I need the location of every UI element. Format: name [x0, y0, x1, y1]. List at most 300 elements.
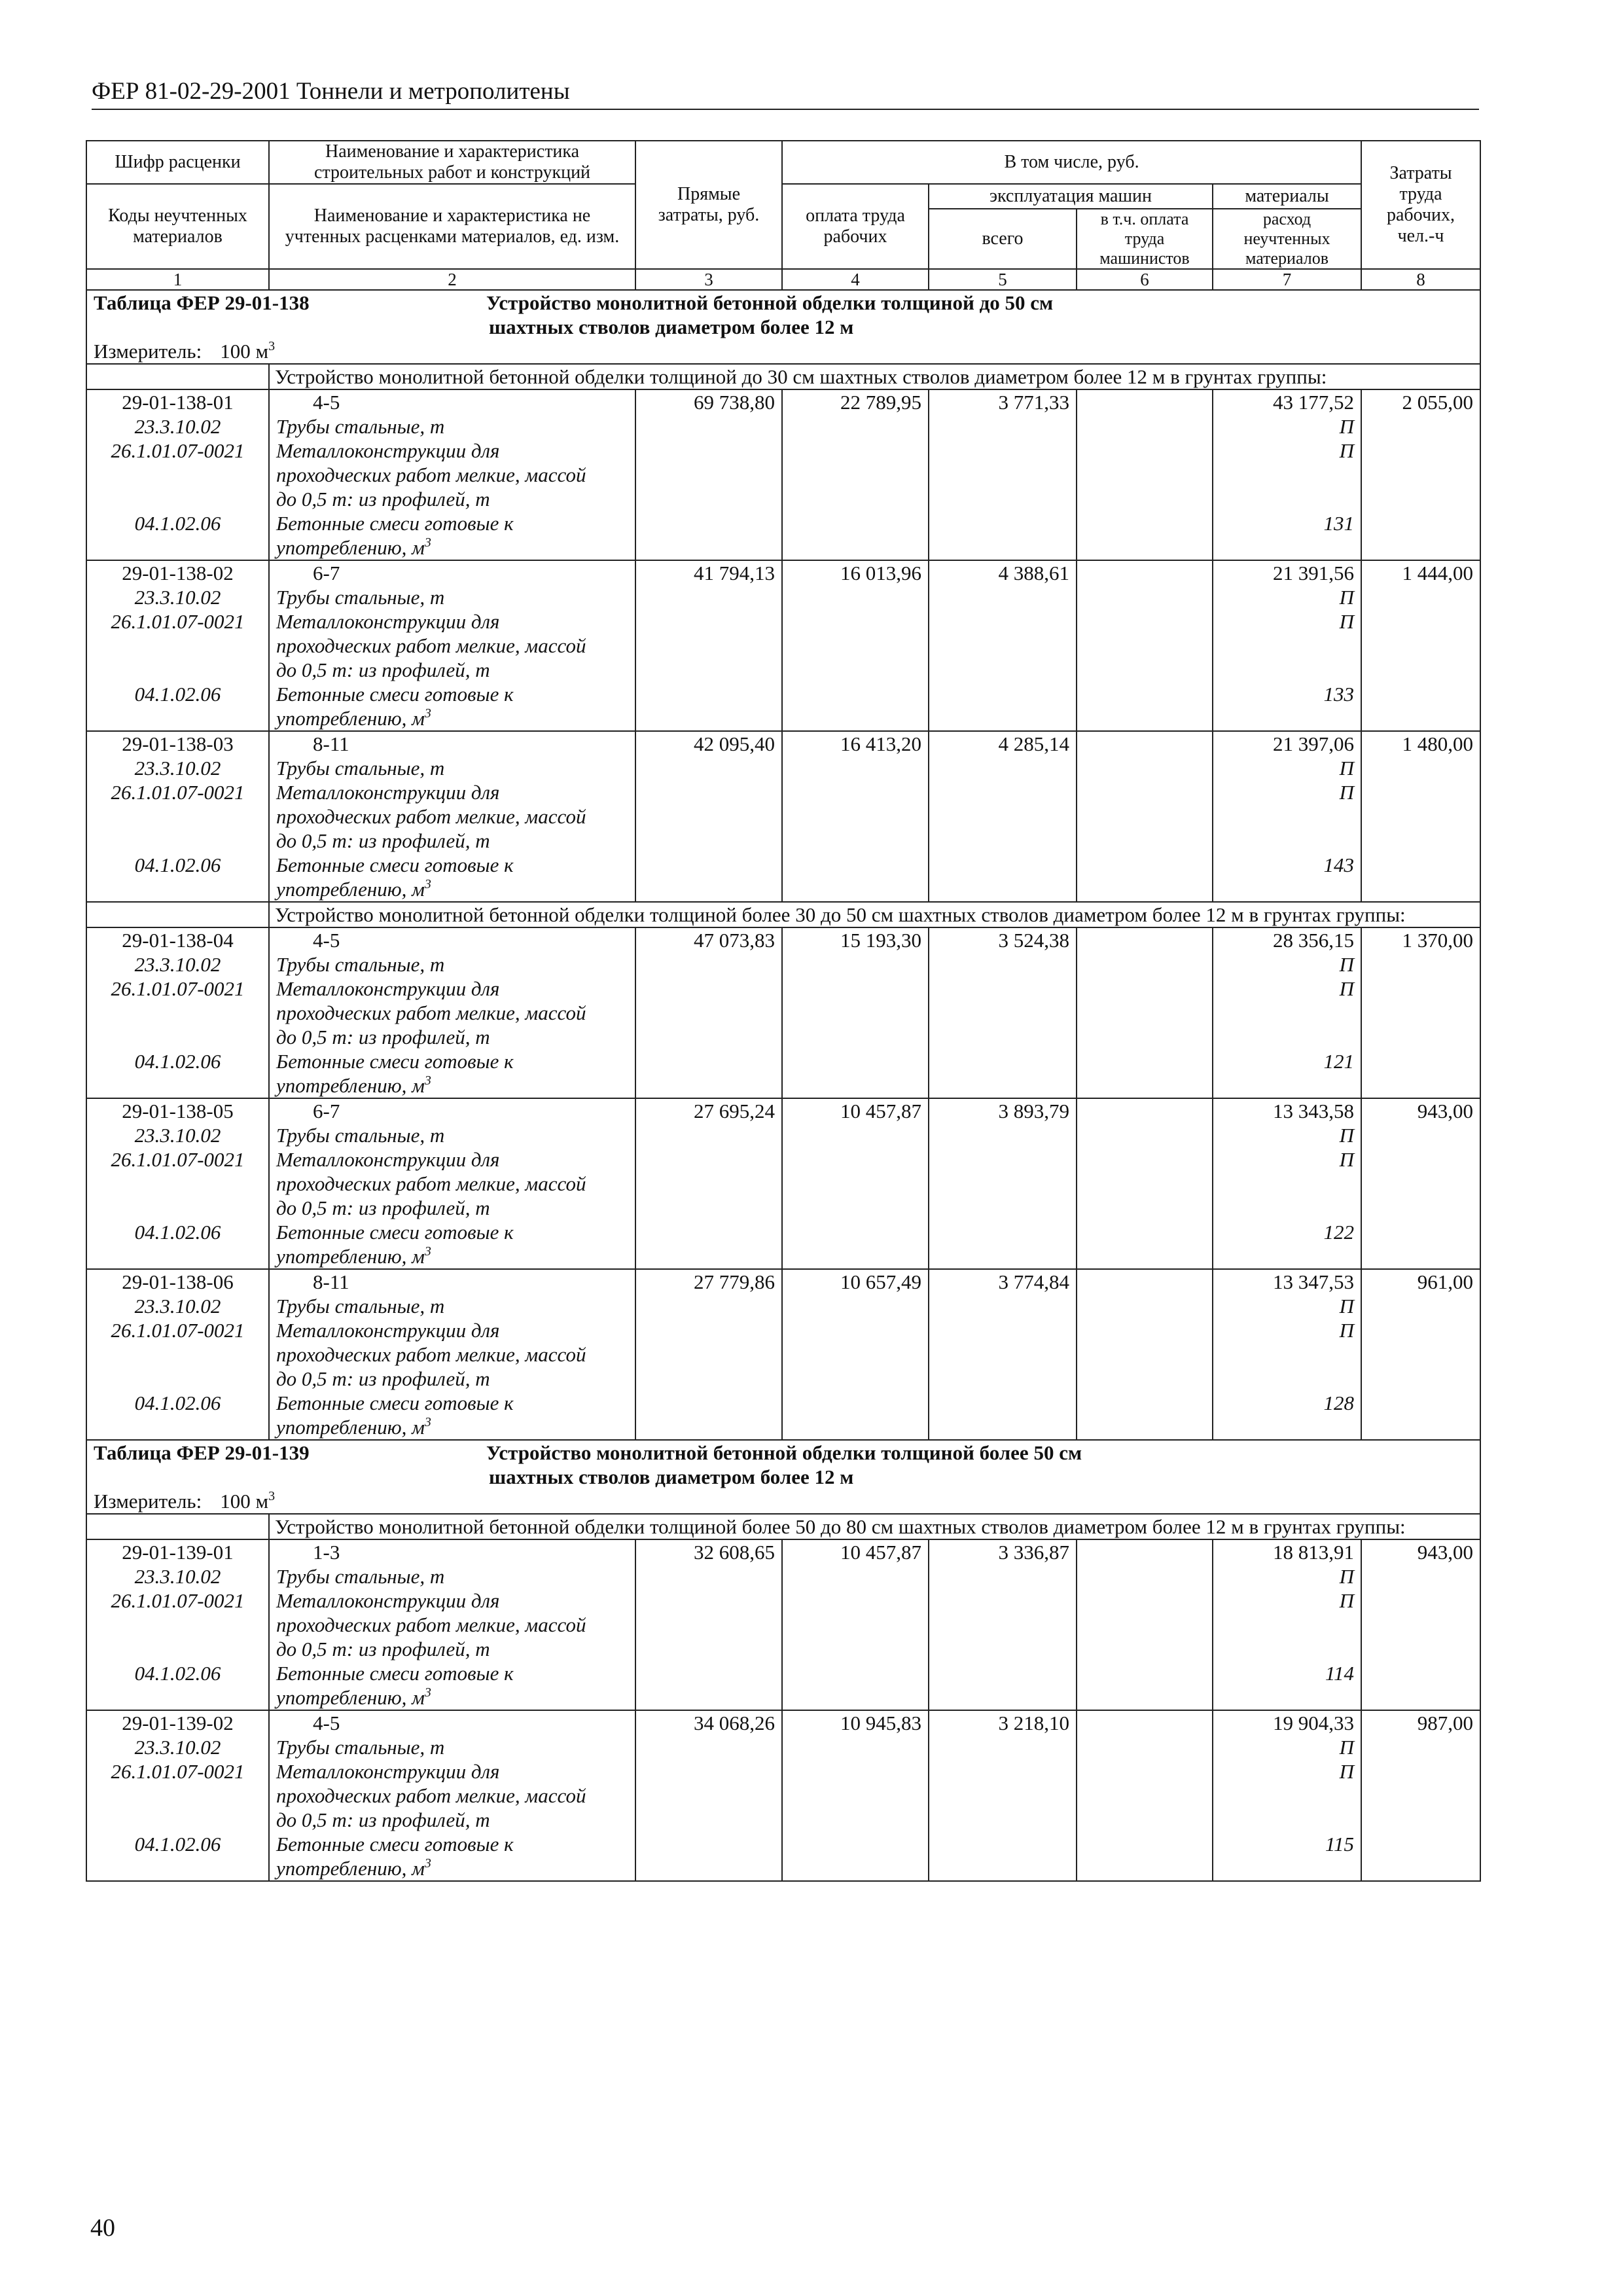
col-num: 3 [635, 269, 782, 290]
blank-line [94, 1001, 262, 1025]
blank-line [94, 1172, 262, 1196]
labor-hours-value: 987,00 [1417, 1712, 1474, 1734]
measure-label: Измеритель: [94, 1490, 202, 1513]
materials-cost: 21 391,56 [1273, 562, 1355, 584]
material-name: Бетонные смеси готовые к [276, 683, 514, 706]
material-name: употреблению, м [276, 536, 425, 559]
soil-group: 6-7 [313, 1100, 340, 1122]
soil-group: 1-3 [313, 1541, 340, 1564]
header-machines-total: всего [929, 209, 1077, 269]
material-code: 04.1.02.06 [134, 1050, 221, 1073]
materials-cell [1213, 1098, 1361, 1269]
material-name: проходческих работ мелкие, массой [276, 463, 586, 486]
machinist-pay [1077, 389, 1213, 560]
blank-line [94, 1244, 262, 1268]
material-name: употреблению, м [276, 1245, 425, 1268]
direct-costs [635, 1539, 782, 1710]
direct-costs-value: 27 695,24 [694, 1100, 775, 1122]
material-code: 23.3.10.02 [134, 1565, 221, 1588]
direct-costs [635, 927, 782, 1098]
machinist-pay-value [1084, 561, 1205, 585]
material-name: проходческих работ мелкие, массой [276, 1172, 586, 1195]
material-code: 26.1.01.07-0021 [111, 1319, 245, 1342]
direct-costs-value: 69 738,80 [694, 391, 775, 414]
rate-code-cell [86, 731, 269, 902]
materials-cost: 21 397,06 [1273, 732, 1355, 755]
col-num: 1 [86, 269, 269, 290]
machines-total [929, 1539, 1077, 1710]
blank-line [1220, 1784, 1354, 1808]
col-num: 2 [269, 269, 635, 290]
material-name: Металлоконструкции для [276, 1319, 500, 1342]
work-name-cell [269, 1269, 635, 1440]
blank-line [1220, 1244, 1354, 1268]
labor-hours [1361, 1539, 1480, 1710]
blank-line [94, 1025, 262, 1049]
machinist-pay-value [1084, 1270, 1205, 1294]
rate-code-cell [86, 1539, 269, 1710]
material-name-line [276, 1685, 628, 1710]
concrete-qty: 131 [1323, 512, 1355, 535]
material-name: Металлоконструкции для [276, 610, 500, 633]
rate-code-cell [86, 927, 269, 1098]
work-name-cell [269, 927, 635, 1098]
header-machines: эксплуатация машин [929, 184, 1213, 209]
blank-line [94, 463, 262, 487]
concrete-qty: 114 [1325, 1662, 1355, 1685]
material-qty-mark: П [1339, 439, 1355, 462]
materials-cell [1213, 389, 1361, 560]
table-code: Таблица ФЕР 29-01-138 [94, 291, 310, 314]
header-worker-pay: оплата труда рабочих [782, 184, 929, 269]
header-labor-hours: Затраты труда рабочих, чел.-ч [1361, 141, 1480, 269]
worker-pay [782, 927, 929, 1098]
worker-pay-value: 10 657,49 [840, 1270, 921, 1293]
blank-line [94, 877, 262, 901]
material-name-line [276, 535, 628, 560]
material-name: проходческих работ мелкие, массой [276, 1784, 586, 1807]
material-qty-mark: П [1339, 757, 1355, 780]
machinist-pay [1077, 927, 1213, 1098]
soil-group: 6-7 [313, 562, 340, 584]
blank-line [94, 804, 262, 829]
material-qty-mark: П [1339, 610, 1355, 633]
blank-line [1220, 1342, 1354, 1367]
rate-code: 29-01-139-01 [122, 1541, 234, 1564]
machines-total [929, 1098, 1077, 1269]
group-heading-row [86, 1514, 1480, 1539]
measure-cell [86, 339, 1480, 364]
work-name-cell [269, 1710, 635, 1881]
material-code: 23.3.10.02 [134, 953, 221, 976]
concrete-qty: 121 [1323, 1050, 1355, 1073]
table-row [86, 560, 1480, 731]
material-name: Трубы стальные, т [276, 586, 445, 609]
rate-code-cell [86, 1269, 269, 1440]
material-name: до 0,5 т: из профилей, т [276, 829, 490, 852]
group-heading: Устройство монолитной бетонной обделки толщиной более 30 до 50 см шахтных стволов диаметром более 12 м в грунтах группы: [269, 902, 1480, 927]
material-code: 26.1.01.07-0021 [111, 1760, 245, 1783]
table-title-cell [86, 1440, 1480, 1489]
col-num: 5 [929, 269, 1077, 290]
machines-total-value: 3 893,79 [998, 1100, 1069, 1122]
labor-hours [1361, 927, 1480, 1098]
header-machinist-pay: в т.ч. оплата труда машинистов [1077, 209, 1213, 269]
direct-costs-value: 34 068,26 [694, 1712, 775, 1734]
materials-cell [1213, 731, 1361, 902]
material-name-line [276, 1244, 628, 1268]
direct-costs [635, 1098, 782, 1269]
machinist-pay [1077, 731, 1213, 902]
material-code: 26.1.01.07-0021 [111, 439, 245, 462]
blank-line [1220, 1367, 1354, 1391]
header-material-names: Наименование и характеристика не учтенных расценками материалов, ед. изм. [269, 184, 635, 269]
header-rate-code: Шифр расценки [86, 141, 269, 184]
work-name-cell [269, 1539, 635, 1710]
blank-line [1220, 877, 1354, 901]
worker-pay-value: 10 457,87 [840, 1541, 921, 1564]
unit-exponent: 3 [424, 1073, 431, 1088]
worker-pay [782, 560, 929, 731]
material-code: 26.1.01.07-0021 [111, 1589, 245, 1612]
work-name-cell [269, 560, 635, 731]
machines-total-value: 4 285,14 [998, 732, 1069, 755]
blank-line [1220, 829, 1354, 853]
table-title-text: шахтных стволов диаметром более 12 м [489, 315, 854, 338]
measure-cell [86, 1489, 1480, 1514]
material-code: 23.3.10.02 [134, 757, 221, 780]
materials-cost: 13 347,53 [1273, 1270, 1355, 1293]
labor-hours [1361, 1269, 1480, 1440]
header-material-codes: Коды неучтенных материалов [86, 184, 269, 269]
blank-line [94, 634, 262, 658]
material-code: 04.1.02.06 [134, 1391, 221, 1414]
blank-line [94, 1415, 262, 1439]
material-name: проходческих работ мелкие, массой [276, 805, 586, 828]
rate-code-cell [86, 1710, 269, 1881]
labor-hours-value: 1 370,00 [1402, 929, 1474, 952]
machines-total [929, 560, 1077, 731]
material-code: 23.3.10.02 [134, 1295, 221, 1318]
direct-costs-value: 32 608,65 [694, 1541, 775, 1564]
blank-line [1220, 1613, 1354, 1637]
material-code: 23.3.10.02 [134, 586, 221, 609]
material-name: проходческих работ мелкие, массой [276, 1343, 586, 1366]
material-name: Металлоконструкции для [276, 781, 500, 804]
materials-cost: 19 904,33 [1273, 1712, 1355, 1734]
col-num: 6 [1077, 269, 1213, 290]
col-num: 8 [1361, 269, 1480, 290]
worker-pay-value: 22 789,95 [840, 391, 921, 414]
materials-cell [1213, 560, 1361, 731]
measure-label: Измеритель: [94, 340, 202, 363]
table-title-text: шахтных стволов диаметром более 12 м [489, 1465, 854, 1488]
unit-exponent: 3 [424, 877, 431, 891]
rates-table [86, 140, 1481, 1882]
machinist-pay [1077, 1539, 1213, 1710]
table-title-row [86, 1440, 1480, 1489]
soil-group: 4-5 [313, 1712, 340, 1734]
material-name: проходческих работ мелкие, массой [276, 634, 586, 657]
unit-exponent: 3 [424, 1415, 431, 1429]
rate-code: 29-01-138-02 [122, 562, 234, 584]
material-code: 04.1.02.06 [134, 853, 221, 876]
blank-line [94, 829, 262, 853]
empty-cell [86, 364, 269, 389]
material-name: Трубы стальные, т [276, 415, 445, 438]
material-code: 26.1.01.07-0021 [111, 1148, 245, 1171]
blank-line [1220, 658, 1354, 682]
empty-cell [86, 1514, 269, 1539]
material-name: до 0,5 т: из профилей, т [276, 1367, 490, 1390]
blank-line [94, 1856, 262, 1880]
table-row [86, 1269, 1480, 1440]
material-qty-mark: П [1339, 1124, 1355, 1147]
group-heading: Устройство монолитной бетонной обделки толщиной более 50 до 80 см шахтных стволов диаметром более 12 м в грунтах группы: [269, 1514, 1480, 1539]
machinist-pay-value [1084, 1099, 1205, 1123]
machines-total-value: 3 336,87 [998, 1541, 1069, 1564]
machines-total-value: 4 388,61 [998, 562, 1069, 584]
material-name-line [276, 1073, 628, 1098]
unit-exponent: 3 [424, 535, 431, 550]
material-code: 26.1.01.07-0021 [111, 610, 245, 633]
material-qty-mark: П [1339, 953, 1355, 976]
rate-code: 29-01-138-05 [122, 1100, 234, 1122]
labor-hours-value: 943,00 [1417, 1541, 1474, 1564]
material-qty-mark: П [1339, 586, 1355, 609]
table-body [86, 290, 1480, 1881]
machinist-pay-value [1084, 1711, 1205, 1735]
machines-total [929, 1710, 1077, 1881]
direct-costs-value: 41 794,13 [694, 562, 775, 584]
machines-total [929, 389, 1077, 560]
materials-cost: 43 177,52 [1273, 391, 1355, 414]
table-row [86, 927, 1480, 1098]
measure-value: 100 м [220, 1490, 269, 1513]
material-name: Металлоконструкции для [276, 1589, 500, 1612]
blank-line [1220, 487, 1354, 511]
header-unaccounted-materials: расход неучтенных материалов [1213, 209, 1361, 269]
blank-line [94, 535, 262, 560]
material-name: проходческих работ мелкие, массой [276, 1613, 586, 1636]
rate-code: 29-01-138-01 [122, 391, 234, 414]
concrete-qty: 122 [1323, 1221, 1355, 1244]
worker-pay-value: 16 013,96 [840, 562, 921, 584]
measure-exponent: 3 [268, 339, 276, 353]
material-name-line [276, 877, 628, 901]
material-name-line [276, 1415, 628, 1439]
machines-total-value: 3 524,38 [998, 929, 1069, 952]
worker-pay [782, 389, 929, 560]
measure-row [86, 339, 1480, 364]
material-name: до 0,5 т: из профилей, т [276, 1638, 490, 1660]
blank-line [94, 1637, 262, 1661]
material-name: Бетонные смеси готовые к [276, 1391, 514, 1414]
material-name: Трубы стальные, т [276, 953, 445, 976]
group-heading-row [86, 364, 1480, 389]
material-qty-mark: П [1339, 1589, 1355, 1612]
header-including: В том числе, руб. [782, 141, 1361, 184]
material-code: 23.3.10.02 [134, 1124, 221, 1147]
machines-total [929, 927, 1077, 1098]
blank-line [94, 487, 262, 511]
labor-hours-value: 1 480,00 [1402, 732, 1474, 755]
concrete-qty: 143 [1323, 853, 1355, 876]
group-heading-row [86, 902, 1480, 927]
empty-cell [86, 902, 269, 927]
table-title-cell [86, 290, 1480, 339]
rate-code-cell [86, 560, 269, 731]
labor-hours-value: 943,00 [1417, 1100, 1474, 1122]
machinist-pay [1077, 1269, 1213, 1440]
direct-costs [635, 731, 782, 902]
blank-line [1220, 463, 1354, 487]
material-name: употреблению, м [276, 1857, 425, 1880]
material-qty-mark: П [1339, 1148, 1355, 1171]
machinist-pay-value [1084, 928, 1205, 952]
col-num: 7 [1213, 269, 1361, 290]
blank-line [1220, 1172, 1354, 1196]
blank-line [94, 1613, 262, 1637]
soil-group: 8-11 [313, 732, 349, 755]
concrete-qty: 133 [1323, 683, 1355, 706]
measure-value: 100 м [220, 340, 269, 363]
running-head: ФЕР 81-02-29-2001 Тоннели и метрополитены [92, 78, 570, 105]
machines-total [929, 731, 1077, 902]
blank-line [94, 1073, 262, 1098]
labor-hours-value: 2 055,00 [1402, 391, 1474, 414]
work-name-cell [269, 1098, 635, 1269]
material-name: Бетонные смеси готовые к [276, 1050, 514, 1073]
blank-line [94, 1685, 262, 1710]
material-name: Металлоконструкции для [276, 439, 500, 462]
unit-exponent: 3 [424, 706, 431, 721]
blank-line [1220, 1637, 1354, 1661]
material-name: Металлоконструкции для [276, 977, 500, 1000]
material-name-line [276, 706, 628, 730]
machinist-pay [1077, 1710, 1213, 1881]
machines-total [929, 1269, 1077, 1440]
material-name: до 0,5 т: из профилей, т [276, 658, 490, 681]
table-title-row [86, 290, 1480, 339]
material-name: употреблению, м [276, 1416, 425, 1439]
rate-code: 29-01-138-04 [122, 929, 234, 952]
soil-group: 8-11 [313, 1270, 349, 1293]
material-code: 26.1.01.07-0021 [111, 781, 245, 804]
blank-line [1220, 1685, 1354, 1710]
machines-total-value: 3 218,10 [998, 1712, 1069, 1734]
worker-pay [782, 1098, 929, 1269]
blank-line [94, 1342, 262, 1367]
blank-line [1220, 1808, 1354, 1832]
labor-hours [1361, 560, 1480, 731]
blank-line [94, 706, 262, 730]
blank-line [1220, 1073, 1354, 1098]
blank-line [1220, 535, 1354, 560]
material-name: Бетонные смеси готовые к [276, 853, 514, 876]
table-title-line [94, 291, 1473, 315]
rate-code-cell [86, 389, 269, 560]
material-name: употреблению, м [276, 707, 425, 730]
header-materials: материалы [1213, 184, 1361, 209]
page-number: 40 [90, 2214, 115, 2242]
labor-hours [1361, 1710, 1480, 1881]
material-qty-mark: П [1339, 1565, 1355, 1588]
material-name: до 0,5 т: из профилей, т [276, 1196, 490, 1219]
material-name: употреблению, м [276, 1686, 425, 1709]
material-qty-mark: П [1339, 977, 1355, 1000]
work-name-cell [269, 389, 635, 560]
rate-code: 29-01-139-02 [122, 1712, 234, 1734]
material-name: до 0,5 т: из профилей, т [276, 1808, 490, 1831]
col-num: 4 [782, 269, 929, 290]
material-code: 04.1.02.06 [134, 1833, 221, 1856]
worker-pay-value: 10 457,87 [840, 1100, 921, 1122]
materials-cell [1213, 927, 1361, 1098]
labor-hours [1361, 1098, 1480, 1269]
materials-cost: 18 813,91 [1273, 1541, 1355, 1564]
table-code: Таблица ФЕР 29-01-139 [94, 1441, 310, 1464]
direct-costs-value: 27 779,86 [694, 1270, 775, 1293]
blank-line [1220, 1196, 1354, 1220]
rate-code: 29-01-138-06 [122, 1270, 234, 1293]
material-name: Бетонные смеси готовые к [276, 1833, 514, 1856]
material-name: употреблению, м [276, 878, 425, 901]
material-name: Металлоконструкции для [276, 1760, 500, 1783]
material-name: Бетонные смеси готовые к [276, 1662, 514, 1685]
material-name: проходческих работ мелкие, массой [276, 1001, 586, 1024]
table-header [86, 141, 1480, 290]
table-title-line [94, 1441, 1473, 1465]
blank-line [1220, 1001, 1354, 1025]
worker-pay [782, 731, 929, 902]
unit-exponent: 3 [424, 1244, 431, 1259]
rate-code: 29-01-138-03 [122, 732, 234, 755]
blank-line [1220, 1415, 1354, 1439]
material-qty-mark: П [1339, 781, 1355, 804]
worker-pay [782, 1710, 929, 1881]
measure-exponent: 3 [268, 1489, 276, 1503]
blank-line [1220, 1025, 1354, 1049]
worker-pay-value: 15 193,30 [840, 929, 921, 952]
material-qty-mark: П [1339, 1760, 1355, 1783]
worker-pay [782, 1539, 929, 1710]
labor-hours [1361, 389, 1480, 560]
work-name-cell [269, 731, 635, 902]
machines-total-value: 3 771,33 [998, 391, 1069, 414]
machinist-pay [1077, 1098, 1213, 1269]
material-qty-mark: П [1339, 1736, 1355, 1759]
direct-costs-value: 42 095,40 [694, 732, 775, 755]
rate-code-cell [86, 1098, 269, 1269]
materials-cell [1213, 1269, 1361, 1440]
direct-costs [635, 1269, 782, 1440]
table-title-text: Устройство монолитной бетонной обделки толщиной более 50 см [486, 1441, 1082, 1464]
material-qty-mark: П [1339, 1295, 1355, 1318]
material-name: до 0,5 т: из профилей, т [276, 488, 490, 511]
material-name: Трубы стальные, т [276, 1124, 445, 1147]
table-row [86, 1098, 1480, 1269]
blank-line [94, 1808, 262, 1832]
material-code: 23.3.10.02 [134, 415, 221, 438]
measure-row [86, 1489, 1480, 1514]
materials-cost: 28 356,15 [1273, 929, 1355, 952]
unit-exponent: 3 [424, 1856, 431, 1871]
concrete-qty: 115 [1325, 1833, 1355, 1856]
direct-costs-value: 47 073,83 [694, 929, 775, 952]
blank-line [94, 1196, 262, 1220]
machines-total-value: 3 774,84 [998, 1270, 1069, 1293]
